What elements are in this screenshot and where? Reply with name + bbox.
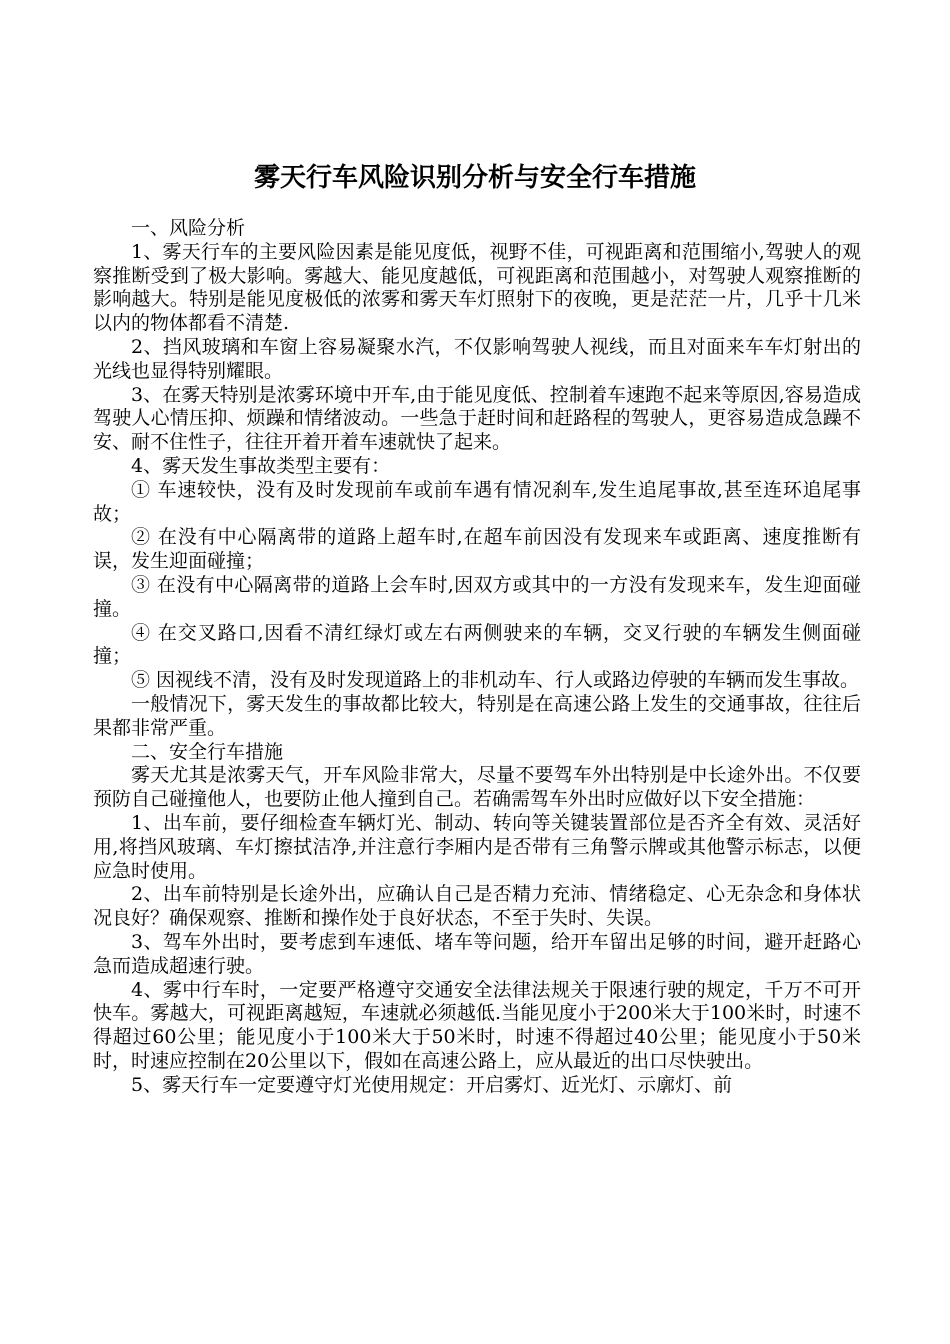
document-body xyxy=(93,217,861,1097)
list-item-accident-1: ① 车速较快，没有及时发现前车或前车遇有情况刹车,发生追尾事故,甚至连环追尾事故； xyxy=(93,478,861,525)
paragraph-safety-4: 4、雾中行车时，一定要严格遵守交通安全法律法规关于限速行驶的规定，千万不可开快车。雾越大，可视距离越短，车速就必须越低.当能见度小于200米大于100米时，时速不得超过60公里；能见度小于100米大于50米时，时速不得超过40公里；能见度小于50米时，时速应控制在20公里以下，假如在高速公路上，应从最近的出口尽快驶出。 xyxy=(93,978,861,1072)
list-item-accident-5: ⑤ 因视线不清，没有及时发现道路上的非机动车、行人或路边停驶的车辆而发生事故。 xyxy=(131,669,860,692)
paragraph-risk-3: 3、在雾天特别是浓雾环境中开车,由于能见度低、控制着车速跑不起来等原因,容易造成驾驶人心情压抑、烦躁和情绪波动。一些急于赶时间和赶路程的驾驶人，更容易造成急躁不安、耐不住性子，往往开着开着车速就快了起来。 xyxy=(93,383,861,454)
list-item-accident-4: ④ 在交叉路口,因看不清红绿灯或左右两侧驶来的车辆，交叉行驶的车辆发生侧面碰撞； xyxy=(93,621,861,668)
paragraph-safety-intro: 雾天尤其是浓雾天气，开车风险非常大，尽量不要驾车外出特别是中长途外出。不仅要预防自己碰撞他人，也要防止他人撞到自己。若确需驾车外出时应做好以下安全措施： xyxy=(93,764,861,811)
paragraph-safety-2: 2、出车前特别是长途外出，应确认自己是否精力充沛、情绪稳定、心无杂念和身体状况良好？确保观察、推断和操作处于良好状态，不至于失时、失误。 xyxy=(93,883,861,930)
paragraph-safety-3: 3、驾车外出时，要考虑到车速低、堵车等问题，给开车留出足够的时间，避开赶路心急而造成超速行驶。 xyxy=(93,930,861,977)
paragraph-risk-1: 1、雾天行车的主要风险因素是能见度低，视野不佳，可视距离和范围缩小,驾驶人的观察推断受到了极大影响。雾越大、能见度越低，可视距离和范围越小，对驾驶人观察推断的影响越大。特别是能见度极低的浓雾和雾天车灯照射下的夜晚，更是茫茫一片，几乎十几米以内的物体都看不清楚. xyxy=(93,240,861,335)
paragraph-risk-2: 2、挡风玻璃和车窗上容易凝聚水汽，不仅影响驾驶人视线，而且对面来车车灯射出的光线也显得特别耀眼。 xyxy=(93,335,861,382)
paragraph-safety-5: 5、雾天行车一定要遵守灯光使用规定：开启雾灯、近光灯、示廓灯、前 xyxy=(131,1073,733,1096)
list-item-accident-3: ③ 在没有中心隔离带的道路上会车时,因双方或其中的一方没有发现来车，发生迎面碰撞。 xyxy=(93,573,861,620)
document-title: 雾天行车风险识别分析与安全行车措施 xyxy=(253,163,696,193)
section-heading-safety-measures: 二、安全行车措施 xyxy=(131,740,284,763)
paragraph-safety-1: 1、出车前，要仔细检查车辆灯光、制动、转向等关键装置部位是否齐全有效、灵活好用,将挡风玻璃、车灯擦拭洁净,并注意行李厢内是否带有三角警示牌或其他警示标志，以便应急时使用。 xyxy=(93,811,861,882)
list-item-accident-2: ② 在没有中心隔离带的道路上超车时,在超车前因没有发现来车或距离、速度推断有误，发生迎面碰撞； xyxy=(93,526,861,573)
section-heading-risk-analysis: 一、风险分析 xyxy=(131,217,246,239)
paragraph-summary: 一般情况下，雾天发生的事故都比较大，特别是在高速公路上发生的交通事故，往往后果都非常严重。 xyxy=(93,692,861,739)
paragraph-risk-4: 4、雾天发生事故类型主要有： xyxy=(131,454,391,477)
